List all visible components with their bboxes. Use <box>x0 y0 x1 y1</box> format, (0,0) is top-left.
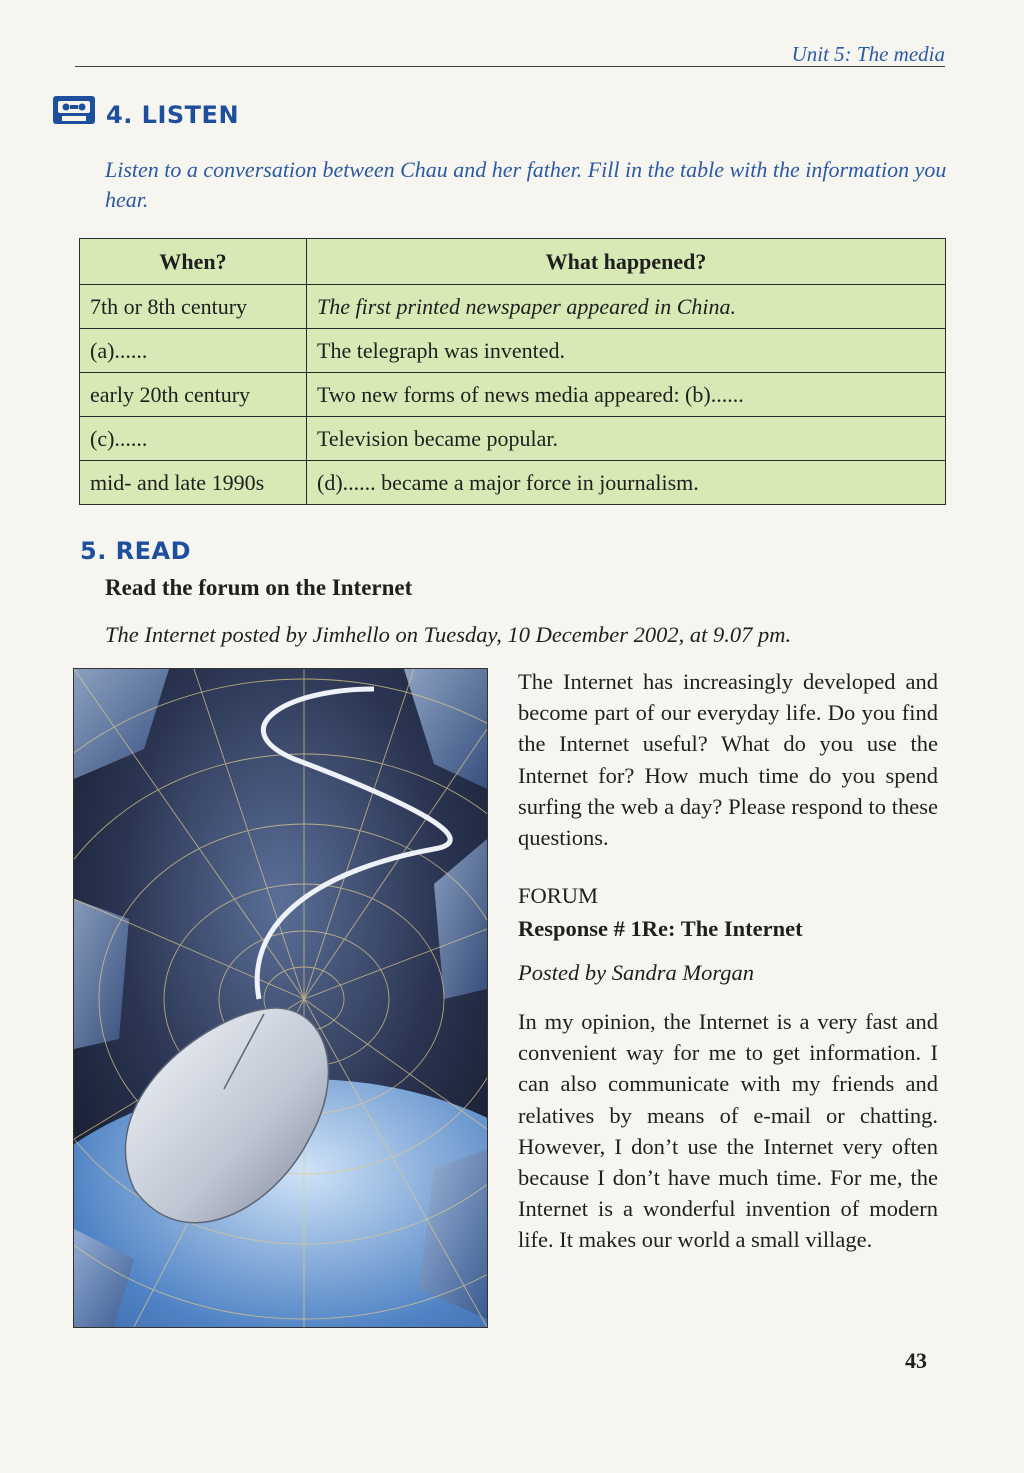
listen-instruction: Listen to a conversation between Chau and her father. Fill in the table with the information you hear. <box>105 157 947 212</box>
header-rule <box>75 66 945 67</box>
cell-when: (a)...... <box>80 329 307 373</box>
cell-when: mid- and late 1990s <box>80 461 307 505</box>
page-number: 43 <box>905 1348 927 1373</box>
header-when: When? <box>80 239 307 285</box>
mouse-web-illustration <box>73 668 488 1328</box>
intro-paragraph: The Internet has increasingly developed and become part of our everyday life. Do you find the Internet useful? What do you use the Internet for? How much time do you spend surfing the web a day? Please respond to these questions. <box>518 669 938 851</box>
cell-what: The telegraph was invented. <box>307 329 946 373</box>
read-subheading: Read the forum on the Internet <box>105 575 413 600</box>
forum-label: FORUM <box>518 883 599 908</box>
cell-when: (c)...... <box>80 417 307 461</box>
history-table <box>79 238 946 505</box>
unit-header: Unit 5: The media <box>791 42 945 66</box>
read-heading: 5. READ <box>80 537 192 565</box>
table-row <box>80 285 946 329</box>
table-row <box>80 329 946 373</box>
response-title: Response # 1Re: The Internet <box>518 916 803 941</box>
cell-what: Two new forms of news media appeared: (b)...... <box>307 373 946 417</box>
listen-heading: 4. LISTEN <box>106 101 240 129</box>
table-row <box>80 373 946 417</box>
posted-line: The Internet posted by Jimhello on Tuesday, 10 December 2002, at 9.07 pm. <box>105 622 792 647</box>
cassette-icon <box>52 95 96 125</box>
table-row <box>80 461 946 505</box>
cell-when: early 20th century <box>80 373 307 417</box>
cell-what: Television became popular. <box>307 417 946 461</box>
header-what: What happened? <box>307 239 946 285</box>
table-row <box>80 417 946 461</box>
cell-what: The first printed newspaper appeared in China. <box>307 285 946 329</box>
response-paragraph: In my opinion, the Internet is a very fast and convenient way for me to get information. I can also communicate with my friends and relatives by means of e-mail or chatting. However, I don’t use the Internet very often because I don’t have much time. For me, the Internet is a wonderful invention of modern life. It makes our world a small village. <box>518 1009 938 1253</box>
table-header-row <box>80 239 946 285</box>
cell-when: 7th or 8th century <box>80 285 307 329</box>
response-author: Posted by Sandra Morgan <box>518 960 755 985</box>
cell-what: (d)...... became a major force in journalism. <box>307 461 946 505</box>
